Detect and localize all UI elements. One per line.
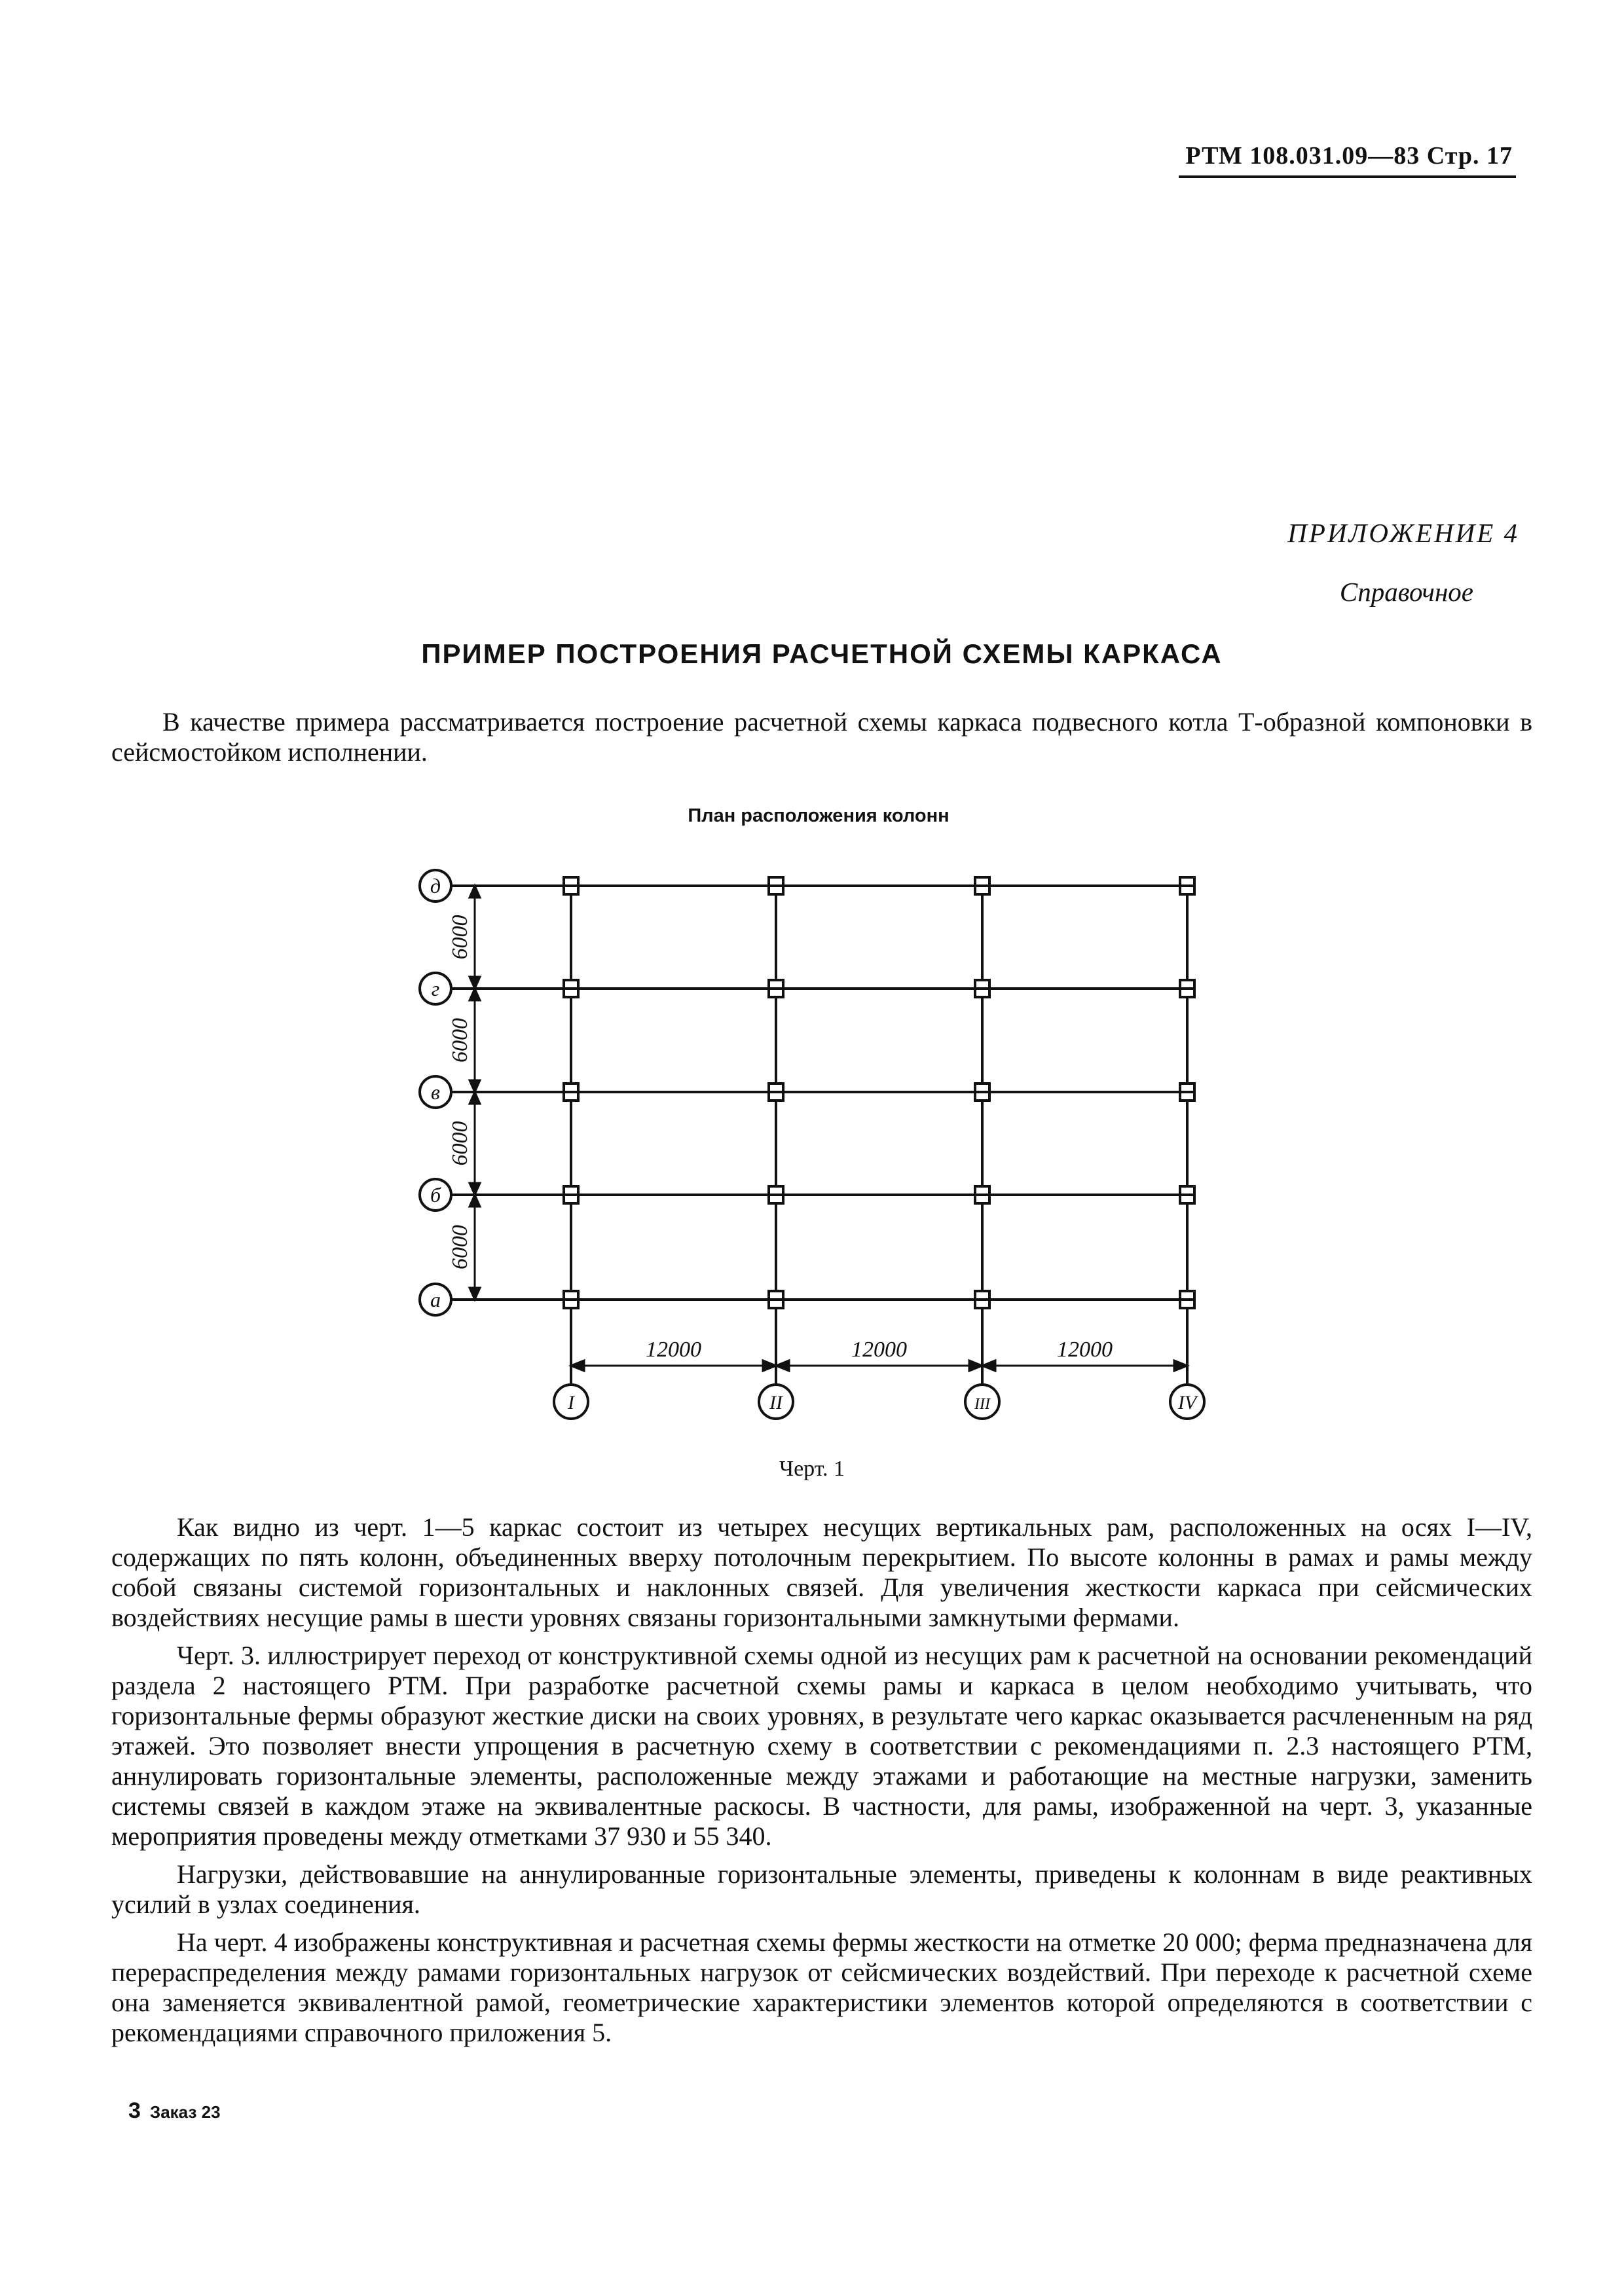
page-title: ПРИМЕР ПОСТРОЕНИЯ РАСЧЕТНОЙ СХЕМЫ КАРКАСА: [421, 638, 1223, 669]
dimension-arrow: [571, 1360, 584, 1371]
column-layout-plan: [393, 845, 1244, 1434]
dimension-arrow: [470, 989, 480, 1000]
column-marker: [1180, 877, 1194, 894]
row-axis-label: б: [430, 1183, 441, 1207]
column-marker: [1180, 980, 1194, 997]
appendix-type: Справочное: [1339, 577, 1473, 607]
page-footer: [128, 2098, 221, 2124]
column-spacing-label: 12000: [1057, 1338, 1113, 1362]
dimension-arrow: [470, 886, 480, 898]
row-axis-label: а: [430, 1288, 441, 1311]
column-marker: [769, 1084, 783, 1101]
appendix-label: ПРИЛОЖЕНИЕ 4: [1287, 518, 1519, 548]
column-marker: [769, 1186, 783, 1203]
column-marker: [564, 1186, 578, 1203]
column-marker: [769, 980, 783, 997]
column-marker: [975, 1084, 989, 1101]
paragraph-4: На черт. 4 изображены конструктивная и расчетная схемы фермы жесткости на отметке 20 000; ферма предназначена для перераспределения между рамами горизонтальных нагрузок от сейсмических воздействий. При переходе к расчетной схеме она заменяется эквивалентной рамой, геометрические характеристики элементов которой определяются в соответствии с рекомендациями справочного приложения 5.: [111, 1927, 1532, 2047]
column-marker: [975, 980, 989, 997]
header-rule: [1179, 175, 1516, 178]
row-spacing-label: 6000: [448, 1018, 472, 1063]
column-axis-label: I: [568, 1392, 574, 1413]
dimension-arrow: [470, 1288, 480, 1300]
column-marker: [769, 877, 783, 894]
column-marker: [1180, 1186, 1194, 1203]
order-number: Заказ 23: [149, 2102, 221, 2122]
column-marker: [975, 1186, 989, 1203]
dimension-arrow: [776, 1360, 789, 1371]
row-spacing-label: 6000: [448, 1121, 472, 1166]
column-spacing-label: 12000: [851, 1338, 907, 1362]
paragraph-3: Нагрузки, действовавшие на аннулированные горизонтальные элементы, приведены к колоннам в виде реактивных усилий в узлах соединения.: [111, 1859, 1532, 1919]
figure-title: План расположения колонн: [688, 805, 950, 826]
column-marker: [769, 1291, 783, 1308]
row-spacing-label: 6000: [448, 1225, 472, 1269]
dimension-arrow: [982, 1360, 995, 1371]
row-spacing-label: 6000: [448, 915, 472, 960]
row-axis-label: г: [431, 977, 440, 1000]
page-header: РТМ 108.031.09—83 Стр. 17: [1185, 142, 1513, 170]
row-axis-label: в: [431, 1080, 440, 1104]
dimension-arrow: [1174, 1360, 1187, 1371]
column-marker: [1180, 1084, 1194, 1101]
column-spacing-label: 12000: [646, 1338, 701, 1362]
column-marker: [564, 1291, 578, 1308]
paragraph-2: Черт. 3. иллюстрирует переход от конструктивной схемы одной из несущих рам к расчетной на основании рекомендаций раздела 2 настоящего РТМ. При разработке расчетной схемы рамы и каркаса в целом необходимо учитывать, что горизонтальные фермы образуют жесткие диски на своих уровнях, в результате чего каркас оказывается расчлененным на ряд этажей. Это позволяет внести упрощения в расчетную схему в соответствии с рекомендациями п. 2.3 настоящего РТМ, аннулировать горизонтальные элементы, расположенные между этажами и работающие на местные нагрузки, заменить системы связей в каждом этаже на эквивалентные раскосы. В частности, для рамы, изображенной на черт. 3, указанные мероприятия проведены между отметками 37 930 и 55 340.: [111, 1641, 1532, 1851]
figure-caption: Черт. 1: [779, 1457, 845, 1481]
column-axis-label: III: [974, 1396, 990, 1413]
column-marker: [564, 980, 578, 997]
row-axis-label: д: [430, 874, 441, 898]
column-marker: [975, 1291, 989, 1308]
column-axis-label: II: [769, 1392, 783, 1413]
column-marker: [975, 877, 989, 894]
dimension-arrow: [470, 1195, 480, 1207]
column-axis-label: IV: [1177, 1392, 1197, 1413]
page-mark: 3: [128, 2098, 141, 2123]
intro-paragraph: В качестве примера рассматривается построение расчетной схемы каркаса подвесного котла Т-образной компоновки в сейсмостойком исполнении.: [111, 707, 1532, 767]
paragraph-1: Как видно из черт. 1—5 каркас состоит из четырех несущих вертикальных рам, расположенных на осях I—IV, содержащих по пять колонн, объединенных вверху потолочным перекрытием. По высоте колонны в рамах и рамы между собой связаны системой горизонтальных и наклонных связей. Для увеличения жесткости каркаса при сейсмических воздействиях несущие рамы в шести уровнях связаны горизонтальными замкнутыми фермами.: [111, 1512, 1532, 1632]
column-marker: [1180, 1291, 1194, 1308]
body-text: [111, 1512, 1532, 2056]
column-marker: [564, 1084, 578, 1101]
column-marker: [564, 877, 578, 894]
dimension-arrow: [470, 1092, 480, 1104]
